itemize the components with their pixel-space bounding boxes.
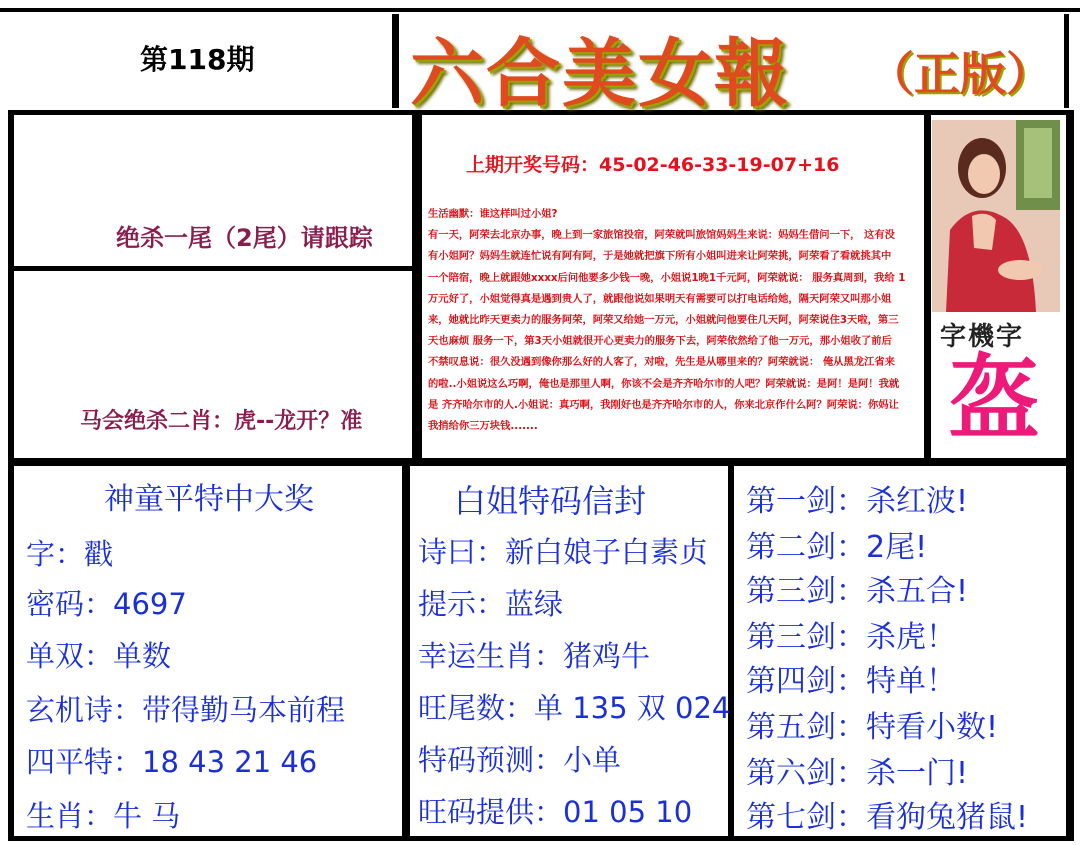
left-mid-divider — [14, 266, 412, 271]
col3-line: 第三剑：杀五合! — [746, 574, 969, 609]
issue-number: 第118期 — [140, 43, 255, 76]
col1-line: 字：戳 — [26, 537, 114, 571]
col1-line: 玄机诗：带得勤马本前程 — [26, 693, 346, 727]
story-line: 天也麻烦 服务一下，第3天小姐就很开心更卖力的服务下去，阿荣依然给了他一万元，那小姐收了前后 — [428, 335, 892, 348]
story-line: 来，她就比昨天更卖力的服务阿荣，阿荣又给她一万元，小姐就问他要住几天阿，阿荣说住3天啦，第三 — [428, 314, 899, 327]
edition-label: （正版） — [868, 47, 1052, 101]
story-line: 一个陪宿，晚上就跟她xxxx后问他要多少钱一晚，小姐说1晚1千元阿，阿荣就说： 服务真周到，我给 1 — [428, 271, 906, 284]
col1-line: 密码：4697 — [26, 587, 187, 621]
story-line: 的啦..小姐说这么巧啊，俺也是那里人啊，你该不会是齐齐哈尔市的人吧？阿荣就说：是阿！是阿！我就 — [428, 377, 900, 390]
story-line: 不禁叹息说：很久没遇到像你那么好的人客了，对啦，先生是从哪里来的？阿荣就说： 俺从黑龙江省来 — [428, 356, 895, 369]
upper-col-divider-1 — [412, 115, 422, 460]
newspaper-title: 六合美女報 — [410, 31, 790, 117]
col1-line: 生肖：牛 马 — [26, 799, 181, 833]
top-border — [0, 8, 1080, 12]
story-line: 有一天，阿荣去北京办事，晚上到一家旅馆投宿，阿荣就叫旅馆妈妈生来说：妈妈生借问一下， 这有没 — [428, 229, 895, 242]
col2-line: 特码预测：小单 — [418, 743, 622, 777]
main-right-border — [1066, 110, 1074, 838]
last-draw-numbers: 上期开奖号码：45-02-46-33-19-07+16 — [466, 154, 840, 176]
col3-line: 第一剑：杀红波! — [746, 484, 969, 519]
model-photo — [932, 120, 1060, 312]
col1-title: 神童平特中大奖 — [104, 482, 314, 517]
col2-line: 旺尾数：单 135 双 024 — [418, 691, 731, 725]
middle-band-divider — [8, 458, 1074, 466]
col2-line: 幸运生肖：猪鸡牛 — [418, 639, 651, 673]
col3-line: 第六剑：杀一门! — [746, 756, 969, 791]
main-left-border — [8, 110, 14, 838]
story-line: 是 齐齐哈尔市的人.小姐说：真巧啊，我刚好也是齐齐哈尔市的人，你来北京作什么阿？阿荣说：你妈让 — [428, 398, 899, 411]
col2-line: 提示：蓝绿 — [418, 587, 564, 621]
humor-story — [428, 204, 926, 437]
col1-line: 四平特：18 43 21 46 — [26, 745, 318, 779]
header-divider — [392, 14, 399, 108]
story-line: 生活幽默：谁这样叫过小姐? — [428, 208, 558, 220]
col1-line: 单双：单数 — [26, 639, 172, 673]
col3-line: 第四剑：特单！ — [746, 664, 956, 699]
story-line: 我捎给你三万块钱....... — [428, 420, 538, 433]
col3-line: 第五剑：特看小数! — [746, 710, 999, 745]
riddle-title: 字機字 — [940, 322, 1025, 352]
col3-line: 第七剑：看狗兔猪鼠! — [746, 800, 1029, 835]
main-bottom-border — [8, 836, 1074, 841]
lower-col-divider-1 — [402, 466, 410, 836]
story-line: 万元好了，小姐觉得真是遇到贵人了，就跟他说如果明天有需要可以打电话给她，隔天阿荣又叫那小姐 — [428, 292, 892, 305]
riddle-character: 盔 — [948, 344, 1041, 452]
lower-col-divider-2 — [728, 466, 734, 836]
col3-line: 第二剑：2尾! — [746, 530, 928, 565]
header-right-edge — [1064, 14, 1069, 108]
story-line: 有小姐阿？妈妈生就连忙说有阿有阿，于是她就把旗下所有小姐叫进来让阿荣挑，阿荣看了看就挑其中 — [428, 250, 892, 263]
col2-title: 白姐特码信封 — [454, 482, 647, 520]
col3-line: 第三剑：杀虎！ — [746, 620, 956, 655]
col2-title-bar — [402, 478, 408, 512]
kill-tail-text: 绝杀一尾（2尾）请跟踪 — [116, 224, 373, 252]
col2-line: 诗曰：新白娘子白素贞 — [418, 535, 709, 569]
kill-zodiac-text: 马会绝杀二肖：虎--龙开？准 — [80, 409, 363, 434]
col2-line: 旺码提供：01 05 10 — [418, 795, 693, 829]
